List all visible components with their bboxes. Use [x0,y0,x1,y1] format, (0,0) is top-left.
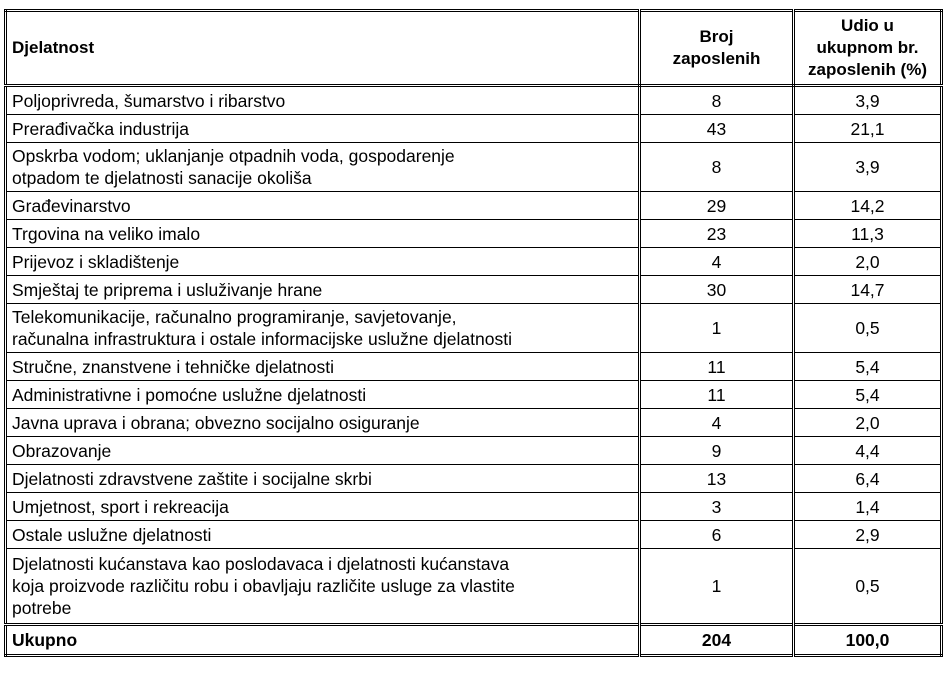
cell-count: 1 [640,549,794,625]
table-row [6,86,942,115]
table-row [6,549,942,625]
cell-activity: Umjetnost, sport i rekreacija [6,493,640,521]
cell-count: 13 [640,465,794,493]
header-employee-share: Udio u ukupnom br. zaposlenih (%) [794,11,942,86]
employment-table-wrapper [4,9,940,657]
cell-share: 5,4 [794,381,942,409]
cell-share: 0,5 [794,304,942,353]
header-activity: Djelatnost [6,11,640,86]
table-row [6,493,942,521]
cell-count: 29 [640,192,794,220]
cell-count: 6 [640,521,794,549]
employment-by-activity-table [4,9,943,657]
table-header-row [6,11,942,86]
table-row [6,248,942,276]
table-row [6,521,942,549]
table-row [6,276,942,304]
cell-share: 14,2 [794,192,942,220]
cell-activity: Smještaj te priprema i usluživanje hrane [6,276,640,304]
table-row [6,220,942,248]
cell-count: 8 [640,86,794,115]
cell-count: 43 [640,115,794,143]
cell-share: 3,9 [794,143,942,192]
cell-share: 1,4 [794,493,942,521]
cell-count: 4 [640,409,794,437]
cell-share: 2,9 [794,521,942,549]
total-share: 100,0 [794,625,942,656]
cell-count: 8 [640,143,794,192]
table-row [6,304,942,353]
cell-activity: Obrazovanje [6,437,640,465]
table-row [6,143,942,192]
cell-share: 4,4 [794,437,942,465]
cell-share: 2,0 [794,248,942,276]
cell-count: 4 [640,248,794,276]
cell-share: 0,5 [794,549,942,625]
cell-activity: Opskrba vodom; uklanjanje otpadnih voda, gospodarenje otpadom te djelatnosti sanacije okoliša [6,143,640,192]
cell-share: 11,3 [794,220,942,248]
table-row [6,381,942,409]
cell-share: 6,4 [794,465,942,493]
cell-activity: Poljoprivreda, šumarstvo i ribarstvo [6,86,640,115]
header-employee-count: Broj zaposlenih [640,11,794,86]
cell-activity: Trgovina na veliko imalo [6,220,640,248]
cell-share: 14,7 [794,276,942,304]
total-label: Ukupno [6,625,640,656]
cell-count: 23 [640,220,794,248]
cell-activity: Prerađivačka industrija [6,115,640,143]
cell-count: 11 [640,353,794,381]
cell-activity: Djelatnosti zdravstvene zaštite i socijalne skrbi [6,465,640,493]
table-row [6,115,942,143]
cell-share: 2,0 [794,409,942,437]
table-row [6,192,942,220]
total-count: 204 [640,625,794,656]
cell-activity: Telekomunikacije, računalno programiranje, savjetovanje, računalna infrastruktura i ostale informacijske uslužne djelatnosti [6,304,640,353]
cell-share: 21,1 [794,115,942,143]
cell-activity: Stručne, znanstvene i tehničke djelatnosti [6,353,640,381]
cell-activity: Djelatnosti kućanstava kao poslodavaca i djelatnosti kućanstava koja proizvode različitu robu i obavljaju različite usluge za vlastite potrebe [6,549,640,625]
cell-activity: Administrativne i pomoćne uslužne djelatnosti [6,381,640,409]
cell-activity: Prijevoz i skladištenje [6,248,640,276]
cell-count: 1 [640,304,794,353]
total-row [6,625,942,656]
cell-share: 3,9 [794,86,942,115]
cell-activity: Javna uprava i obrana; obvezno socijalno osiguranje [6,409,640,437]
cell-activity: Građevinarstvo [6,192,640,220]
cell-count: 11 [640,381,794,409]
table-row [6,437,942,465]
table-row [6,353,942,381]
table-row [6,409,942,437]
cell-count: 3 [640,493,794,521]
cell-count: 9 [640,437,794,465]
cell-activity: Ostale uslužne djelatnosti [6,521,640,549]
cell-count: 30 [640,276,794,304]
cell-share: 5,4 [794,353,942,381]
table-row [6,465,942,493]
